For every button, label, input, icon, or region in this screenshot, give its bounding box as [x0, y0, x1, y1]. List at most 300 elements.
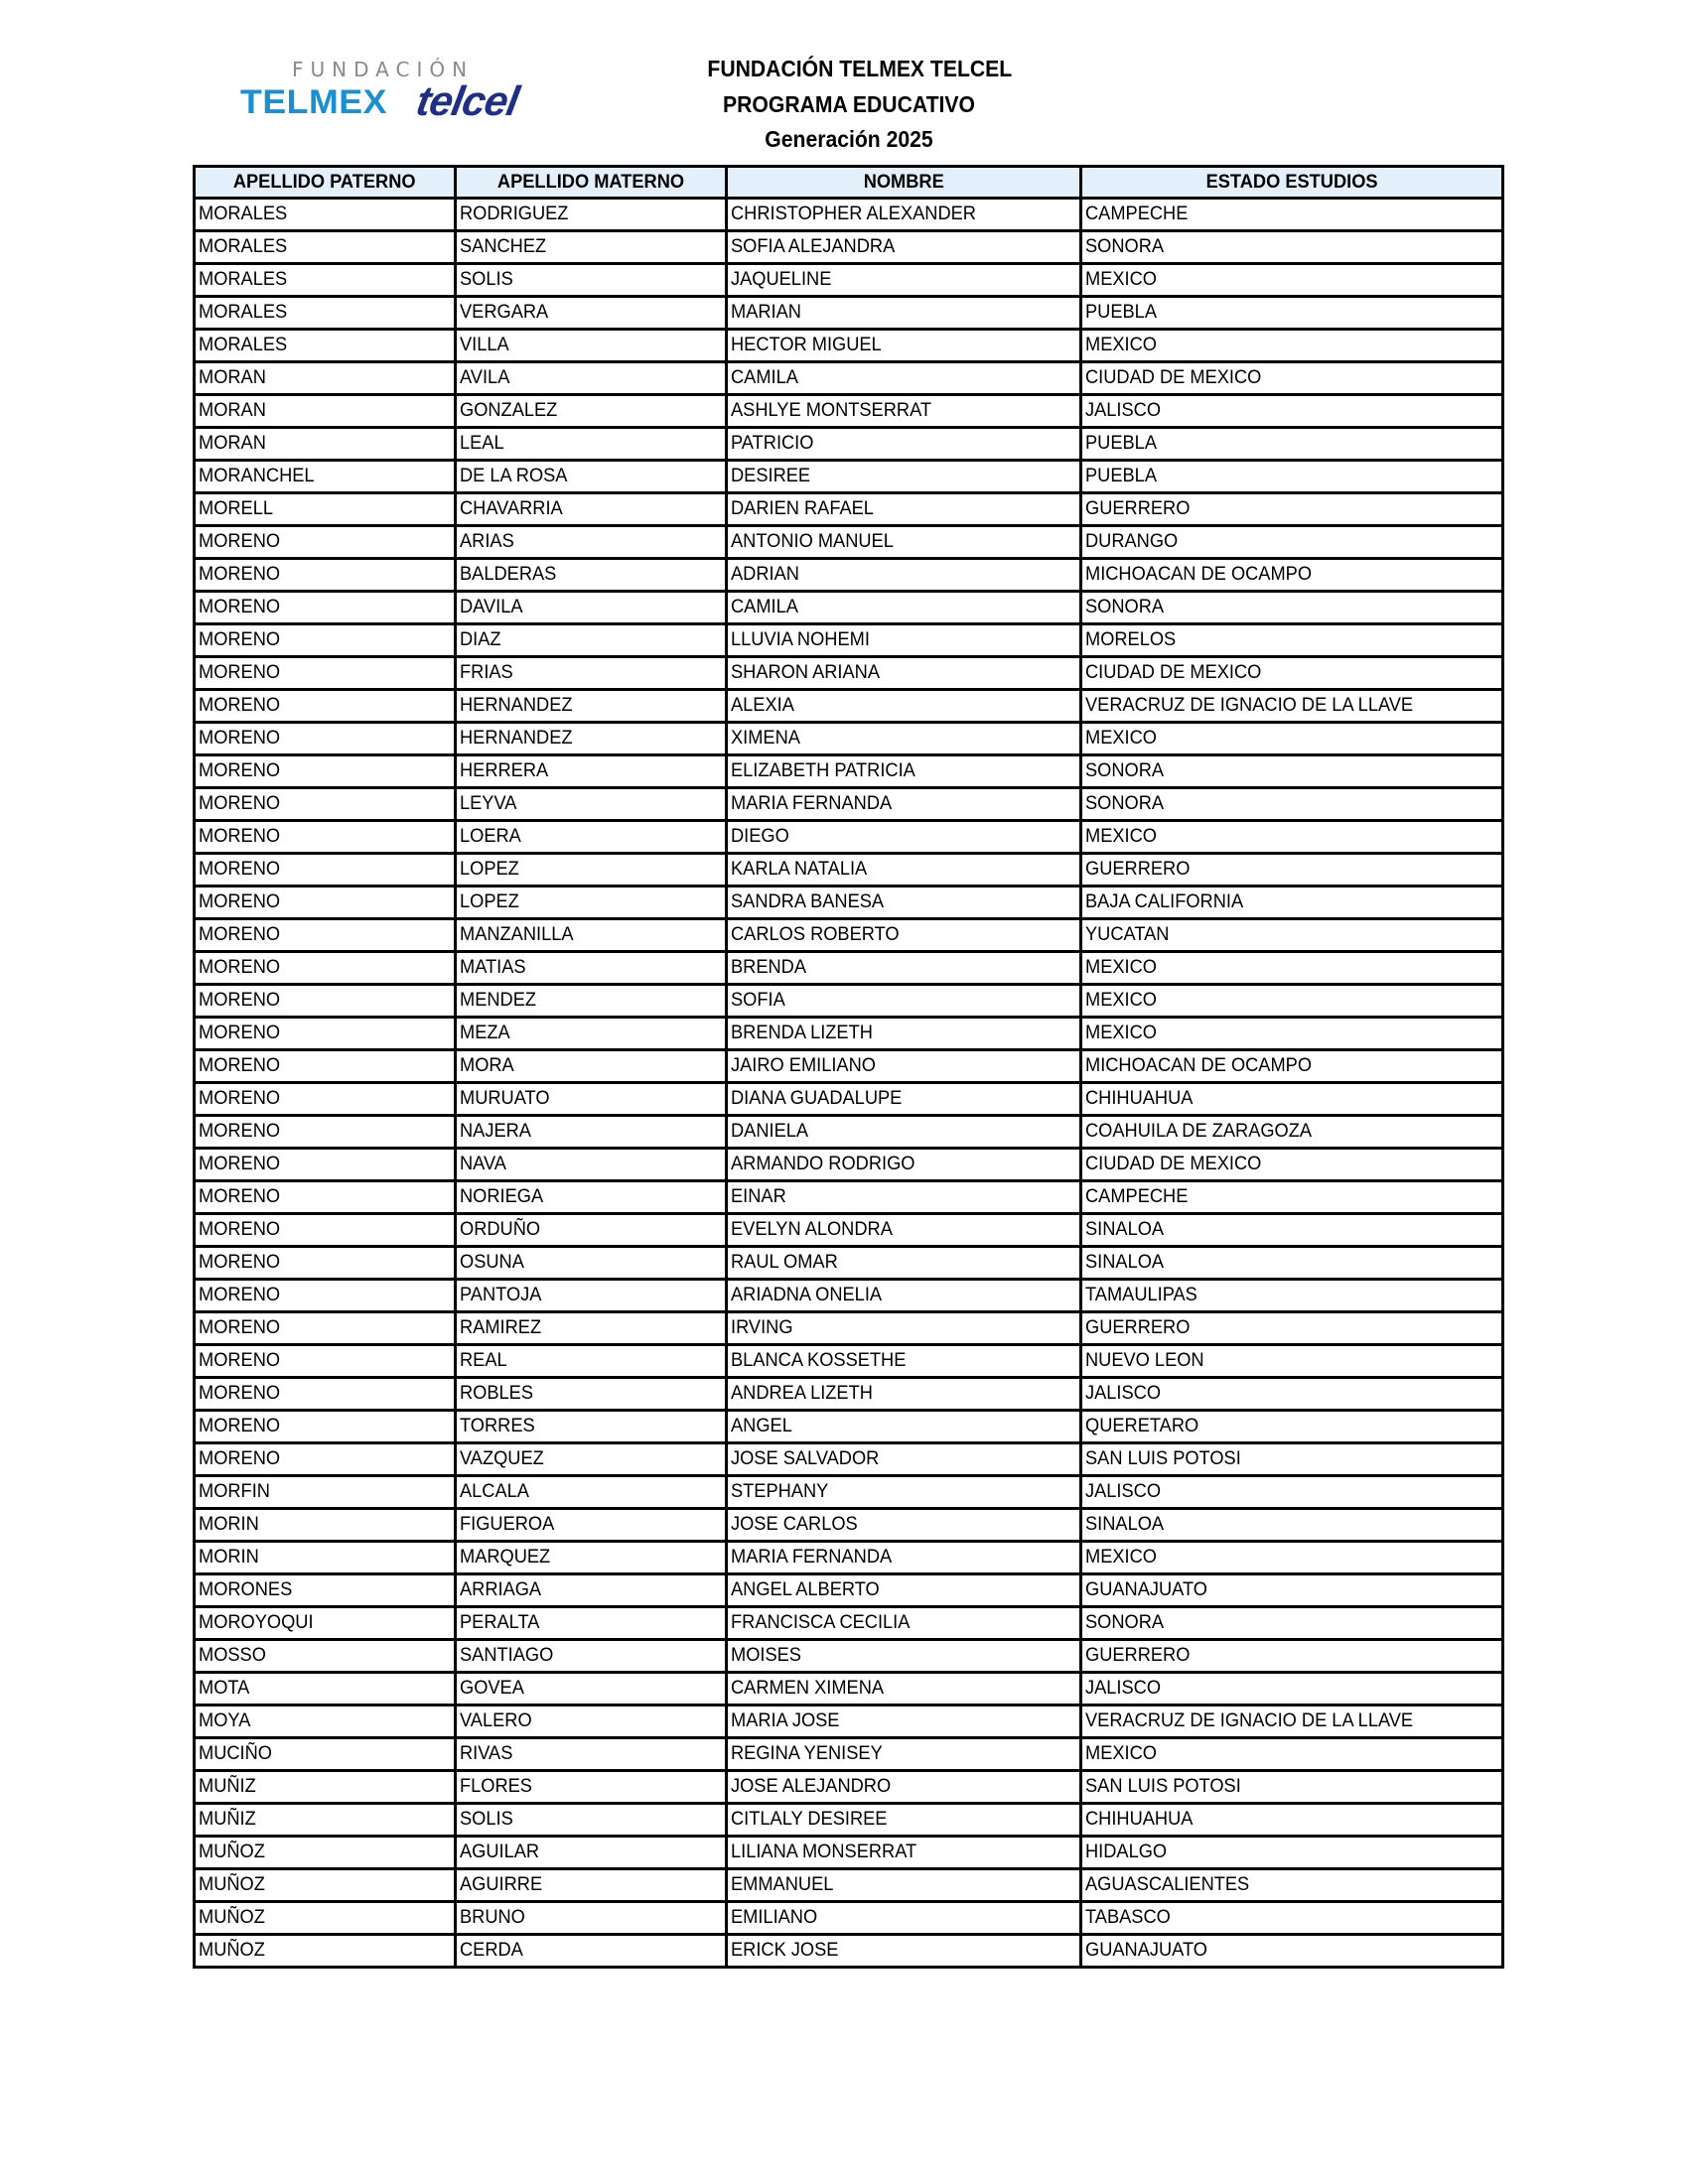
cell-text: MICHOACAN DE OCAMPO: [1085, 564, 1313, 585]
cell-nombre: [727, 1771, 1081, 1804]
cell-text: TABASCO: [1085, 1907, 1171, 1928]
cell-apellido-materno: [456, 1640, 727, 1673]
cell-apellido-paterno: [195, 788, 456, 821]
cell-estado-estudios: [1081, 493, 1503, 526]
cell-text: MORENO: [199, 695, 281, 716]
cell-text: MORENO: [199, 1416, 281, 1436]
cell-apellido-materno: [456, 1771, 727, 1804]
cell-text: MORFIN: [199, 1481, 270, 1502]
cell-text: MORENO: [199, 662, 281, 683]
cell-text: OSUNA: [460, 1252, 524, 1273]
cell-text: VERACRUZ DE IGNACIO DE LA LLAVE: [1085, 695, 1414, 716]
cell-estado-estudios: [1081, 1509, 1503, 1542]
cell-text: COAHUILA DE ZARAGOZA: [1085, 1121, 1313, 1142]
cell-text: NAJERA: [460, 1121, 531, 1142]
students-table: [193, 165, 1504, 1969]
cell-apellido-paterno: [195, 1574, 456, 1607]
cell-text: BALDERAS: [460, 564, 557, 585]
cell-text: RAUL OMAR: [731, 1252, 838, 1273]
cell-estado-estudios: [1081, 461, 1503, 493]
cell-text: MORAN: [199, 367, 266, 388]
cell-text: MORALES: [199, 204, 288, 224]
cell-apellido-materno: [456, 788, 727, 821]
cell-text: HECTOR MIGUEL: [731, 335, 882, 355]
cell-text: JALISCO: [1085, 1383, 1162, 1404]
cell-text: MORENO: [199, 793, 281, 814]
cell-nombre: [727, 1018, 1081, 1050]
cell-estado-estudios: [1081, 1181, 1503, 1214]
cell-apellido-paterno: [195, 1378, 456, 1411]
cell-text: EVELYN ALONDRA: [731, 1219, 893, 1240]
table-row: [195, 1640, 1503, 1673]
cell-text: MORENO: [199, 1383, 281, 1404]
cell-nombre: [727, 690, 1081, 723]
cell-estado-estudios: [1081, 330, 1503, 362]
cell-text: MORA: [460, 1055, 514, 1076]
column-header-label: APELLIDO MATERNO: [496, 171, 685, 193]
table-row: [195, 264, 1503, 297]
cell-nombre: [727, 985, 1081, 1018]
cell-apellido-paterno: [195, 1116, 456, 1149]
cell-apellido-materno: [456, 657, 727, 690]
table-row: [195, 887, 1503, 919]
table-row: [195, 657, 1503, 690]
cell-apellido-materno: [456, 1280, 727, 1312]
cell-text: MORELL: [199, 498, 274, 519]
cell-apellido-paterno: [195, 755, 456, 788]
cell-apellido-materno: [456, 1509, 727, 1542]
cell-nombre: [727, 1280, 1081, 1312]
cell-nombre: [727, 1476, 1081, 1509]
cell-text: AGUASCALIENTES: [1085, 1874, 1250, 1895]
cell-estado-estudios: [1081, 1771, 1503, 1804]
cell-text: MORENO: [199, 924, 281, 945]
cell-text: MORENO: [199, 629, 281, 650]
cell-apellido-paterno: [195, 395, 456, 428]
table-row: [195, 1116, 1503, 1149]
cell-apellido-paterno: [195, 1214, 456, 1247]
cell-apellido-materno: [456, 985, 727, 1018]
cell-apellido-materno: [456, 1378, 727, 1411]
table-row: [195, 1378, 1503, 1411]
cell-apellido-paterno: [195, 1050, 456, 1083]
cell-apellido-paterno: [195, 1771, 456, 1804]
cell-text: MORENO: [199, 564, 281, 585]
cell-apellido-materno: [456, 362, 727, 395]
cell-nombre: [727, 1378, 1081, 1411]
table-row: [195, 1509, 1503, 1542]
cell-estado-estudios: [1081, 1673, 1503, 1706]
cell-estado-estudios: [1081, 395, 1503, 428]
cell-text: DESIREE: [731, 466, 811, 486]
cell-apellido-paterno: [195, 428, 456, 461]
cell-apellido-materno: [456, 1181, 727, 1214]
cell-text: STEPHANY: [731, 1481, 829, 1502]
cell-text: SINALOA: [1085, 1252, 1165, 1273]
cell-text: BRUNO: [460, 1907, 525, 1928]
table-row: [195, 1673, 1503, 1706]
cell-text: MEXICO: [1085, 826, 1157, 847]
cell-apellido-paterno: [195, 624, 456, 657]
cell-text: AGUILAR: [460, 1842, 540, 1862]
cell-apellido-materno: [456, 1738, 727, 1771]
cell-text: PUEBLA: [1085, 302, 1157, 323]
cell-text: MUÑOZ: [199, 1940, 265, 1961]
cell-text: MORENO: [199, 990, 281, 1011]
cell-text: LOPEZ: [460, 891, 519, 912]
cell-text: MEXICO: [1085, 335, 1157, 355]
cell-apellido-materno: [456, 1247, 727, 1280]
cell-estado-estudios: [1081, 854, 1503, 887]
cell-text: MARQUEZ: [460, 1547, 551, 1568]
cell-apellido-paterno: [195, 1247, 456, 1280]
table-row: [195, 1280, 1503, 1312]
cell-nombre: [727, 1640, 1081, 1673]
cell-text: MORALES: [199, 302, 288, 323]
cell-text: SONORA: [1085, 793, 1165, 814]
cell-estado-estudios: [1081, 1869, 1503, 1902]
cell-text: PANTOJA: [460, 1285, 542, 1305]
table-row: [195, 1443, 1503, 1476]
cell-text: IRVING: [731, 1317, 793, 1338]
cell-text: PATRICIO: [731, 433, 814, 454]
cell-apellido-materno: [456, 755, 727, 788]
cell-text: MUÑOZ: [199, 1842, 265, 1862]
cell-text: FIGUEROA: [460, 1514, 555, 1535]
cell-text: LILIANA MONSERRAT: [731, 1842, 917, 1862]
document-subtitle: PROGRAMA EDUCATIVO: [723, 90, 975, 117]
cell-text: MORENO: [199, 891, 281, 912]
table-body: [195, 199, 1503, 1968]
cell-text: JALISCO: [1085, 400, 1162, 421]
cell-text: HIDALGO: [1085, 1842, 1168, 1862]
cell-apellido-materno: [456, 1574, 727, 1607]
cell-nombre: [727, 1706, 1081, 1738]
table-row: [195, 1771, 1503, 1804]
cell-text: CITLALY DESIREE: [731, 1809, 888, 1830]
cell-text: PERALTA: [460, 1612, 540, 1633]
cell-nombre: [727, 362, 1081, 395]
cell-text: SANTIAGO: [460, 1645, 554, 1666]
cell-estado-estudios: [1081, 1902, 1503, 1935]
cell-text: LEAL: [460, 433, 504, 454]
cell-text: MORENO: [199, 1350, 281, 1371]
cell-nombre: [727, 1542, 1081, 1574]
cell-nombre: [727, 1247, 1081, 1280]
table-row: [195, 1902, 1503, 1935]
cell-text: MORENO: [199, 1121, 281, 1142]
cell-text: PUEBLA: [1085, 433, 1157, 454]
cell-apellido-materno: [456, 887, 727, 919]
cell-nombre: [727, 1149, 1081, 1181]
cell-text: MORALES: [199, 335, 288, 355]
cell-apellido-paterno: [195, 854, 456, 887]
table-row: [195, 821, 1503, 854]
cell-nombre: [727, 1181, 1081, 1214]
cell-text: VALERO: [460, 1710, 532, 1731]
table-row: [195, 1214, 1503, 1247]
logo-fundacion-text: FUNDACIÓN: [292, 58, 475, 81]
cell-nombre: [727, 1574, 1081, 1607]
cell-estado-estudios: [1081, 1476, 1503, 1509]
cell-apellido-materno: [456, 1902, 727, 1935]
cell-apellido-materno: [456, 1050, 727, 1083]
cell-apellido-materno: [456, 952, 727, 985]
table-row: [195, 559, 1503, 592]
cell-text: MEXICO: [1085, 269, 1157, 290]
cell-nombre: [727, 1902, 1081, 1935]
cell-text: CARLOS ROBERTO: [731, 924, 900, 945]
cell-nombre: [727, 1312, 1081, 1345]
cell-apellido-paterno: [195, 1902, 456, 1935]
cell-text: RIVAS: [460, 1743, 513, 1764]
cell-apellido-materno: [456, 1804, 727, 1837]
table-row: [195, 1607, 1503, 1640]
cell-apellido-materno: [456, 1935, 727, 1968]
cell-apellido-paterno: [195, 1083, 456, 1116]
cell-text: ARIADNA ONELIA: [731, 1285, 883, 1305]
cell-nombre: [727, 330, 1081, 362]
cell-apellido-materno: [456, 1149, 727, 1181]
cell-estado-estudios: [1081, 1378, 1503, 1411]
cell-estado-estudios: [1081, 887, 1503, 919]
cell-estado-estudios: [1081, 985, 1503, 1018]
cell-text: VERACRUZ DE IGNACIO DE LA LLAVE: [1085, 1710, 1414, 1731]
cell-estado-estudios: [1081, 559, 1503, 592]
cell-apellido-materno: [456, 1673, 727, 1706]
cell-text: MUÑOZ: [199, 1907, 265, 1928]
cell-text: MORELOS: [1085, 629, 1177, 650]
cell-text: SAN LUIS POTOSI: [1085, 1448, 1241, 1469]
cell-apellido-materno: [456, 199, 727, 231]
cell-estado-estudios: [1081, 821, 1503, 854]
cell-apellido-paterno: [195, 821, 456, 854]
cell-apellido-paterno: [195, 1935, 456, 1968]
cell-apellido-paterno: [195, 231, 456, 264]
cell-text: MATIAS: [460, 957, 526, 978]
table-row: [195, 1706, 1503, 1738]
cell-text: SOFIA ALEJANDRA: [731, 236, 896, 257]
cell-apellido-materno: [456, 1476, 727, 1509]
cell-nombre: [727, 1509, 1081, 1542]
table-row: [195, 624, 1503, 657]
cell-text: MORANCHEL: [199, 466, 315, 486]
table-row: [195, 854, 1503, 887]
cell-text: CAMPECHE: [1085, 1186, 1189, 1207]
cell-apellido-materno: [456, 1706, 727, 1738]
cell-text: ELIZABETH PATRICIA: [731, 760, 915, 781]
cell-apellido-paterno: [195, 1312, 456, 1345]
column-header-apellido-materno: [456, 167, 727, 199]
table-row: [195, 690, 1503, 723]
cell-text: CIUDAD DE MEXICO: [1085, 367, 1262, 388]
cell-apellido-paterno: [195, 493, 456, 526]
table-row: [195, 1804, 1503, 1837]
cell-text: MORALES: [199, 269, 288, 290]
cell-nombre: [727, 1804, 1081, 1837]
table-row: [195, 1542, 1503, 1574]
cell-estado-estudios: [1081, 1443, 1503, 1476]
cell-text: MORENO: [199, 826, 281, 847]
cell-apellido-paterno: [195, 985, 456, 1018]
cell-nombre: [727, 887, 1081, 919]
table-row: [195, 1837, 1503, 1869]
cell-text: BRENDA LIZETH: [731, 1023, 873, 1043]
cell-text: REAL: [460, 1350, 507, 1371]
cell-text: MARIAN: [731, 302, 801, 323]
cell-text: GUANAJUATO: [1085, 1940, 1207, 1961]
cell-apellido-paterno: [195, 1443, 456, 1476]
cell-text: CARMEN XIMENA: [731, 1678, 885, 1699]
cell-estado-estudios: [1081, 428, 1503, 461]
cell-estado-estudios: [1081, 919, 1503, 952]
cell-apellido-paterno: [195, 199, 456, 231]
cell-estado-estudios: [1081, 362, 1503, 395]
cell-text: SONORA: [1085, 760, 1165, 781]
cell-nombre: [727, 592, 1081, 624]
cell-text: MORENO: [199, 597, 281, 617]
table-row: [195, 788, 1503, 821]
cell-text: DIANA GUADALUPE: [731, 1088, 903, 1109]
cell-apellido-materno: [456, 854, 727, 887]
cell-text: ANDREA LIZETH: [731, 1383, 873, 1404]
cell-apellido-materno: [456, 1607, 727, 1640]
cell-apellido-paterno: [195, 526, 456, 559]
cell-text: MORENO: [199, 1285, 281, 1305]
cell-estado-estudios: [1081, 264, 1503, 297]
cell-apellido-paterno: [195, 1509, 456, 1542]
cell-text: MEXICO: [1085, 728, 1157, 749]
table-row: [195, 919, 1503, 952]
document-title: FUNDACIÓN TELMEX TELCEL: [707, 56, 1013, 81]
cell-text: KARLA NATALIA: [731, 859, 868, 880]
cell-text: SOLIS: [460, 269, 513, 290]
cell-text: GUERRERO: [1085, 498, 1191, 519]
table-row: [195, 199, 1503, 231]
table-row: [195, 1247, 1503, 1280]
cell-nombre: [727, 1116, 1081, 1149]
cell-nombre: [727, 919, 1081, 952]
cell-estado-estudios: [1081, 1837, 1503, 1869]
cell-text: SANDRA BANESA: [731, 891, 885, 912]
cell-estado-estudios: [1081, 592, 1503, 624]
cell-apellido-paterno: [195, 1869, 456, 1902]
cell-text: MORALES: [199, 236, 288, 257]
cell-estado-estudios: [1081, 1411, 1503, 1443]
cell-nombre: [727, 428, 1081, 461]
cell-nombre: [727, 1345, 1081, 1378]
cell-text: MORENO: [199, 1023, 281, 1043]
table-row: [195, 362, 1503, 395]
cell-estado-estudios: [1081, 1738, 1503, 1771]
cell-estado-estudios: [1081, 624, 1503, 657]
cell-nombre: [727, 624, 1081, 657]
cell-nombre: [727, 854, 1081, 887]
cell-apellido-materno: [456, 493, 727, 526]
cell-text: ARIAS: [460, 531, 514, 552]
cell-text: ANGEL ALBERTO: [731, 1579, 880, 1600]
cell-apellido-materno: [456, 395, 727, 428]
cell-apellido-paterno: [195, 362, 456, 395]
cell-text: MARIA FERNANDA: [731, 793, 893, 814]
cell-text: DIAZ: [460, 629, 501, 650]
cell-text: MORENO: [199, 728, 281, 749]
cell-text: NORIEGA: [460, 1186, 544, 1207]
cell-text: EMMANUEL: [731, 1874, 834, 1895]
cell-text: SOFIA: [731, 990, 785, 1011]
column-header-label: ESTADO ESTUDIOS: [1205, 171, 1378, 193]
cell-apellido-paterno: [195, 1149, 456, 1181]
cell-text: BLANCA KOSSETHE: [731, 1350, 907, 1371]
cell-text: AGUIRRE: [460, 1874, 543, 1895]
cell-text: MOTA: [199, 1678, 250, 1699]
cell-nombre: [727, 297, 1081, 330]
cell-text: DIEGO: [731, 826, 789, 847]
cell-nombre: [727, 1837, 1081, 1869]
table-row: [195, 755, 1503, 788]
table-row: [195, 1018, 1503, 1050]
cell-apellido-materno: [456, 723, 727, 755]
cell-apellido-paterno: [195, 1706, 456, 1738]
table-row: [195, 1345, 1503, 1378]
cell-apellido-paterno: [195, 919, 456, 952]
cell-text: BRENDA: [731, 957, 807, 978]
cell-apellido-paterno: [195, 1280, 456, 1312]
cell-estado-estudios: [1081, 1149, 1503, 1181]
cell-text: ARMANDO RODRIGO: [731, 1154, 915, 1174]
cell-text: LOPEZ: [460, 859, 519, 880]
cell-apellido-paterno: [195, 461, 456, 493]
cell-text: MUÑOZ: [199, 1874, 265, 1895]
table-row: [195, 723, 1503, 755]
cell-text: MORENO: [199, 1448, 281, 1469]
cell-nombre: [727, 788, 1081, 821]
cell-text: ORDUÑO: [460, 1219, 541, 1240]
cell-apellido-paterno: [195, 592, 456, 624]
cell-text: SOLIS: [460, 1809, 513, 1830]
cell-estado-estudios: [1081, 1542, 1503, 1574]
cell-apellido-materno: [456, 1345, 727, 1378]
table-header-row: [195, 167, 1503, 199]
cell-text: GUANAJUATO: [1085, 1579, 1207, 1600]
cell-nombre: [727, 1607, 1081, 1640]
cell-text: MORENO: [199, 1219, 281, 1240]
cell-text: GOVEA: [460, 1678, 524, 1699]
cell-nombre: [727, 395, 1081, 428]
cell-estado-estudios: [1081, 199, 1503, 231]
cell-apellido-materno: [456, 1411, 727, 1443]
cell-text: CERDA: [460, 1940, 523, 1961]
table-row: [195, 1411, 1503, 1443]
cell-text: MUÑIZ: [199, 1776, 256, 1797]
table-row: [195, 592, 1503, 624]
fundacion-telmex-telcel-logo: [240, 56, 548, 125]
cell-nombre: [727, 1050, 1081, 1083]
cell-estado-estudios: [1081, 1280, 1503, 1312]
table-row: [195, 1050, 1503, 1083]
cell-estado-estudios: [1081, 788, 1503, 821]
cell-apellido-paterno: [195, 1542, 456, 1574]
cell-text: VAZQUEZ: [460, 1448, 544, 1469]
column-header-nombre: [727, 167, 1081, 199]
cell-text: MUÑIZ: [199, 1809, 256, 1830]
cell-text: QUERETARO: [1085, 1416, 1199, 1436]
cell-nombre: [727, 1673, 1081, 1706]
cell-text: MORENO: [199, 1252, 281, 1273]
cell-text: RODRIGUEZ: [460, 204, 569, 224]
cell-nombre: [727, 1443, 1081, 1476]
cell-text: JOSE ALEJANDRO: [731, 1776, 892, 1797]
